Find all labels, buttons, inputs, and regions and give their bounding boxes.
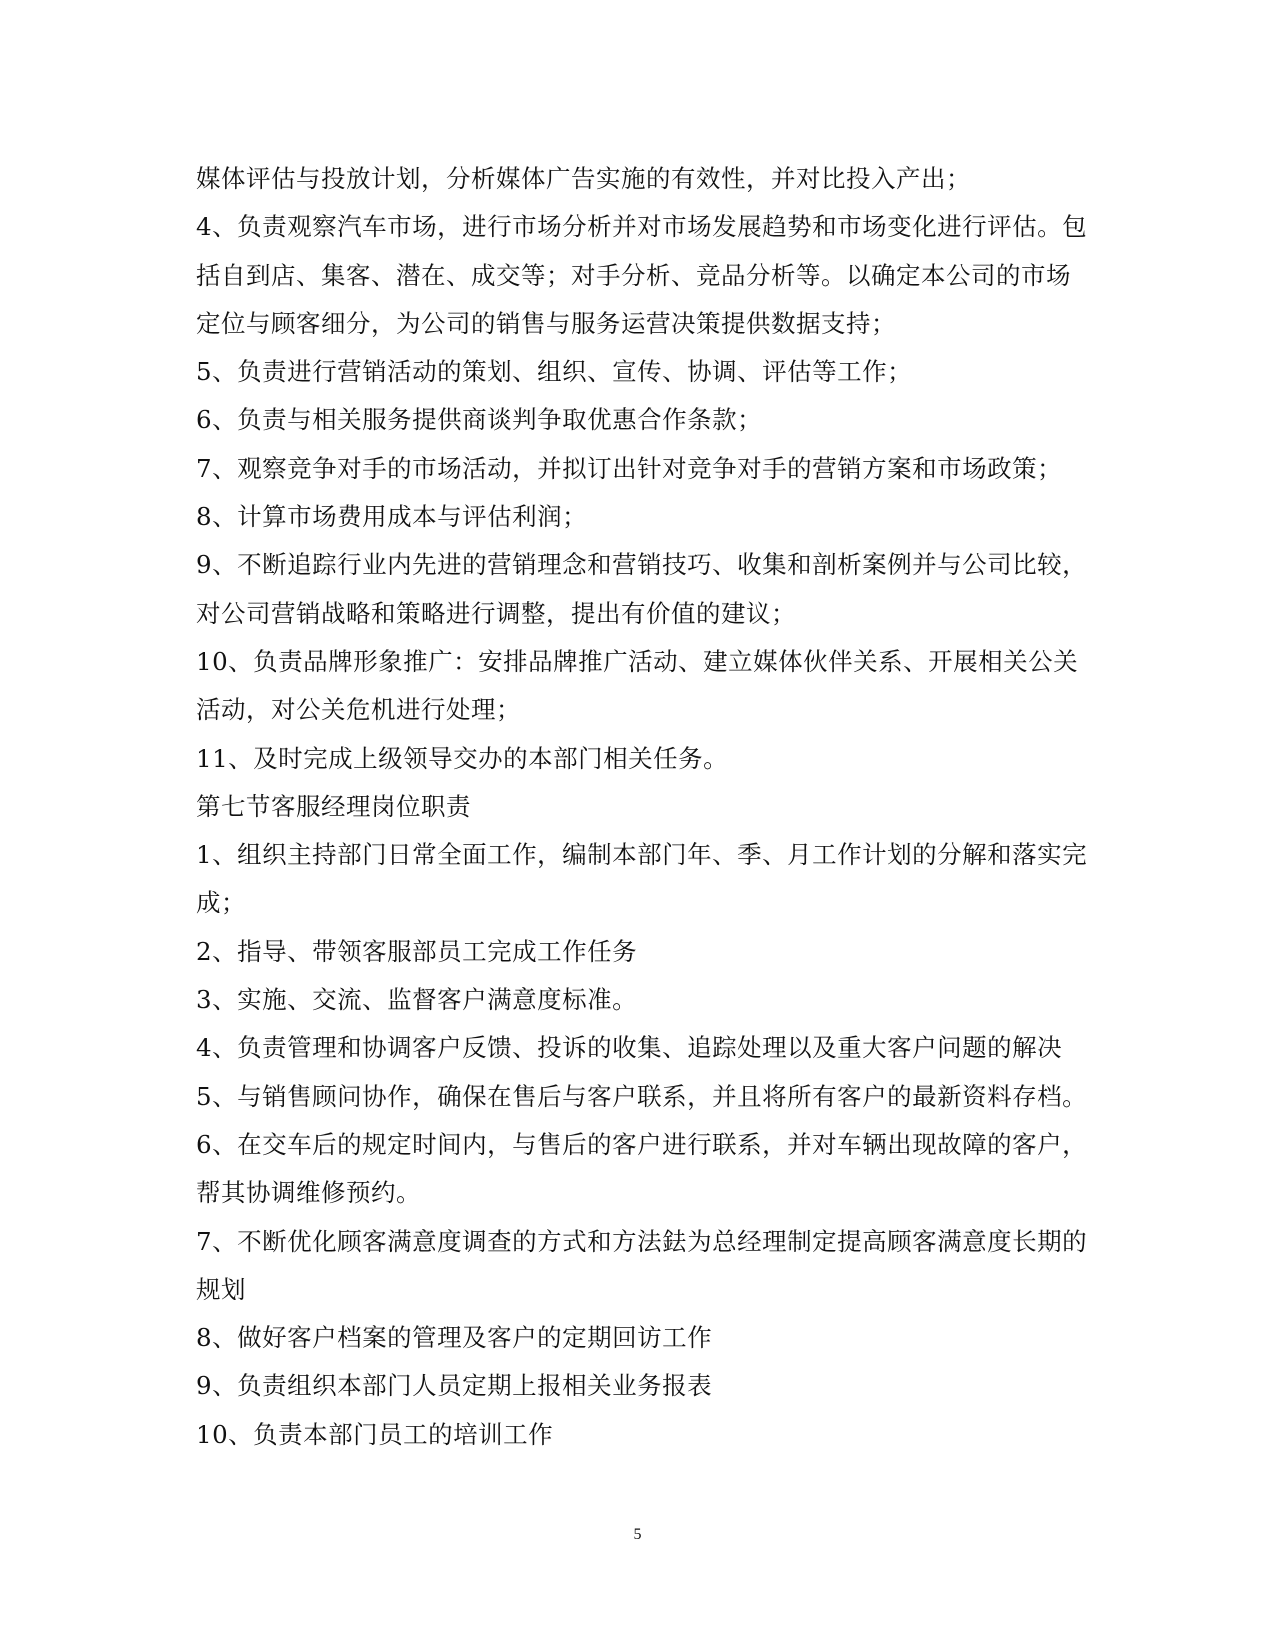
text-line: 帮其协调维修预约。 <box>196 1178 421 1208</box>
document-body <box>196 155 1088 1459</box>
section-heading: 第七节客服经理岗位职责 <box>196 791 471 821</box>
text-line: 9、不断追踪行业内先进的营销理念和营销技巧、收集和剖析案例并与公司比较， <box>196 550 1088 580</box>
text-line: 9、负责组织本部门人员定期上报相关业务报表 <box>196 1371 713 1401</box>
text-line: 定位与顾客细分，为公司的销售与服务运营决策提供数据支持； <box>196 308 896 338</box>
text-line: 规划 <box>196 1274 246 1304</box>
text-line: 7、不断优化顾客满意度调查的方式和方法鉣为总经理制定提高顾客满意度长期的 <box>196 1226 1088 1256</box>
text-line: 10、负责品牌形象推广：安排品牌推广活动、建立媒体伙伴关系、开展相关公关 <box>196 646 1079 676</box>
text-line: 8、做好客户档案的管理及客户的定期回访工作 <box>196 1323 713 1353</box>
text-line: 10、负责本部门员工的培训工作 <box>196 1419 554 1449</box>
text-line: 4、负责观察汽车市场，进行市场分析并对市场发展趋势和市场变化进行评估。包 <box>196 212 1088 242</box>
text-line: 7、观察竞争对手的市场活动，并拟订出针对竞争对手的营销方案和市场政策； <box>196 453 1063 483</box>
text-line: 6、负责与相关服务提供商谈判争取优惠合作条款； <box>196 405 763 435</box>
text-line: 3、实施、交流、监督客户满意度标准。 <box>196 985 638 1015</box>
text-line: 5、与销售顾问协作，确保在售后与客户联系，并且将所有客户的最新资料存档。 <box>196 1081 1088 1111</box>
text-line: 活动，对公关危机进行处理； <box>196 695 521 725</box>
page-number: 5 <box>633 1526 642 1543</box>
text-line: 8、计算市场费用成本与评估利润； <box>196 502 588 532</box>
text-line: 媒体评估与投放计划，分析媒体广告实施的有效性，并对比投入产出； <box>196 164 971 193</box>
text-line: 2、指导、带领客服部员工完成工作任务 <box>196 936 638 966</box>
text-line: 对公司营销战略和策略进行调整，提出有价值的建议； <box>196 598 796 628</box>
text-line: 4、负责管理和协调客户反馈、投诉的收集、追踪处理以及重大客户问题的解决 <box>196 1033 1063 1063</box>
text-line: 括自到店、集客、潜在、成交等；对手分析、竞品分析等。以确定本公司的市场 <box>196 260 1071 290</box>
text-line: 成； <box>196 888 246 918</box>
text-line: 11、及时完成上级领导交办的本部门相关任务。 <box>196 743 729 773</box>
text-line: 1、组织主持部门日常全面工作，编制本部门年、季、月工作计划的分解和落实完 <box>196 840 1088 870</box>
text-line: 5、负责进行营销活动的策划、组织、宣传、协调、评估等工作； <box>196 357 913 387</box>
text-line: 6、在交车后的规定时间内，与售后的客户进行联系，并对车辆出现故障的客户， <box>196 1129 1088 1159</box>
